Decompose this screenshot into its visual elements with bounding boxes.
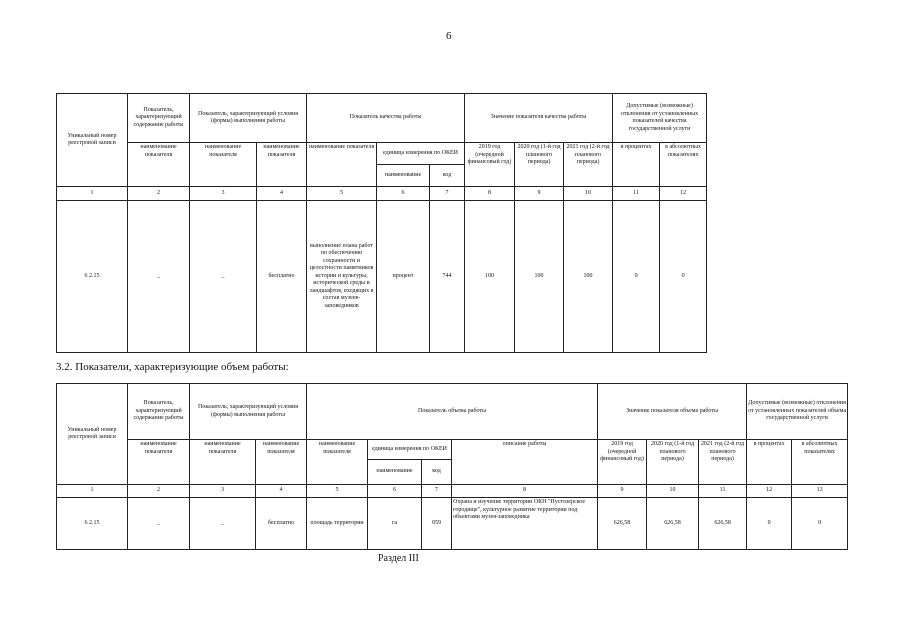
header-deviation-percent: в процентах <box>747 440 792 485</box>
header-unit-code: код <box>430 165 465 187</box>
value-2020-cell: 626,58 <box>647 498 699 550</box>
header-indicator-name: наименование показателя <box>307 143 377 187</box>
indicator-name-cell: площадь территории <box>307 498 368 550</box>
column-number: 11 <box>613 187 660 201</box>
deviation-percent-cell: 0 <box>613 201 660 353</box>
header-registry-number: Уникальный номер реестровой записи <box>57 94 128 187</box>
deviation-percent-cell: 0 <box>747 498 792 550</box>
table-row <box>57 201 707 353</box>
unit-code-cell: 744 <box>430 201 465 353</box>
value-2020-cell: 100 <box>515 201 564 353</box>
header-year-2020: 2020 год (1-й год планового периода) <box>647 440 699 485</box>
header-deviation-percent: в процентах <box>613 143 660 187</box>
table-row <box>57 498 848 550</box>
condition-cell: _ <box>190 201 257 353</box>
condition-cell: _ <box>190 498 256 550</box>
column-number: 4 <box>257 187 307 201</box>
header-volume-indicator: Показатель объема работы <box>307 384 598 440</box>
registry-number-cell: 6 2.15 <box>57 498 128 550</box>
header-deviation-absolute: в абсолютных показателях <box>660 143 707 187</box>
header-content-indicator: Показатель, характеризующий содержание работы <box>128 94 190 143</box>
column-number: 10 <box>647 485 699 498</box>
header-deviation: Допустимые (возможные) отклонения от установленных показателей качества государственной услуги <box>613 94 707 143</box>
header-indicator-name: наименование показателя <box>190 440 256 485</box>
header-volume-value: Значение показателя объема работы <box>598 384 747 440</box>
header-year-2019: 2019 год (очередной финансовый год) <box>598 440 647 485</box>
header-year-2021: 2021 год (2-й год планового периода) <box>564 143 613 187</box>
content-cell: _ <box>128 201 190 353</box>
column-number: 1 <box>57 485 128 498</box>
quality-indicators-table <box>56 93 707 353</box>
column-number: 4 <box>256 485 307 498</box>
header-conditions-indicator: Показатель, характеризующий условия (формы) выполнения работы <box>190 94 307 143</box>
column-number: 8 <box>465 187 515 201</box>
column-number: 9 <box>515 187 564 201</box>
column-number: 6 <box>368 485 422 498</box>
unit-name-cell: га <box>368 498 422 550</box>
unit-name-cell: процент <box>377 201 430 353</box>
header-year-2019: 2019 год (очередной финансовый год) <box>465 143 515 187</box>
header-unit-name: наименование <box>377 165 430 187</box>
column-number: 6 <box>377 187 430 201</box>
header-conditions-indicator: Показатель, характеризующий условия (формы) выполнения работы <box>190 384 307 440</box>
indicator-name-cell: выполнение плана работ по обеспечению сохранности и целостности памятников истории и культуры, исторической среды и ландшафтов, входящих в состав музеев-заповедников <box>307 201 377 353</box>
condition-cell: бесплатно <box>256 498 307 550</box>
column-number: 1 <box>57 187 128 201</box>
header-indicator-name: наименование показателя <box>256 440 307 485</box>
value-2019-cell: 626,58 <box>598 498 647 550</box>
deviation-absolute-cell: 0 <box>792 498 848 550</box>
header-registry-number: Уникальный номер реестровой записи <box>57 384 128 485</box>
unit-code-cell: 059 <box>422 498 452 550</box>
header-unit-code: код <box>422 460 452 485</box>
header-unit-okei: единица измерения по ОКЕИ <box>368 440 452 460</box>
column-number: 9 <box>598 485 647 498</box>
registry-number-cell: 6 2.15 <box>57 201 128 353</box>
header-quality-value: Значение показателя качества работы <box>465 94 613 143</box>
column-number: 12 <box>747 485 792 498</box>
deviation-absolute-cell: 0 <box>660 201 707 353</box>
value-2021-cell: 626,58 <box>699 498 747 550</box>
header-indicator-name: наименование показателя <box>307 440 368 485</box>
section-subtitle: 3.2. Показатели, характеризующие объем работы: <box>56 361 289 373</box>
volume-indicators-table <box>56 383 848 550</box>
header-year-2020: 2020 год (1-й год планового периода) <box>515 143 564 187</box>
column-number: 5 <box>307 485 368 498</box>
column-number: 3 <box>190 187 257 201</box>
column-number: 12 <box>660 187 707 201</box>
column-number: 11 <box>699 485 747 498</box>
section-title: Раздел III <box>378 553 419 564</box>
column-number: 7 <box>422 485 452 498</box>
header-deviation: Допустимые (возможные) отклонения от установленных показателей объема государственной услуги <box>747 384 848 440</box>
page-number: 6 <box>446 30 452 42</box>
header-content-indicator: Показатель, характеризующий содержание работы <box>128 384 190 440</box>
header-indicator-name: наименование показателя <box>128 440 190 485</box>
header-indicator-name: наименование показателя <box>190 143 257 187</box>
column-number: 5 <box>307 187 377 201</box>
column-number: 2 <box>128 485 190 498</box>
header-work-description: описание работы <box>452 440 598 485</box>
column-number: 10 <box>564 187 613 201</box>
work-description-cell: Охрана и изучение территории ОКН "Пустозерское городище", культурное развитие территории под объектами музея-заповедника <box>452 498 598 550</box>
header-indicator-name: наименование показателя <box>257 143 307 187</box>
column-number: 3 <box>190 485 256 498</box>
value-2019-cell: 100 <box>465 201 515 353</box>
column-number: 2 <box>128 187 190 201</box>
header-quality-indicator: Показатель качества работы <box>307 94 465 143</box>
condition-cell: бесплатно <box>257 201 307 353</box>
header-unit-okei: единица измерения по ОКЕИ <box>377 143 465 165</box>
column-number: 7 <box>430 187 465 201</box>
column-number: 13 <box>792 485 848 498</box>
header-year-2021: 2021 год (2-й год планового периода) <box>699 440 747 485</box>
column-number: 8 <box>452 485 598 498</box>
value-2021-cell: 100 <box>564 201 613 353</box>
header-deviation-absolute: в абсолютных показателях <box>792 440 848 485</box>
content-cell: _ <box>128 498 190 550</box>
header-indicator-name: наименование показателя <box>128 143 190 187</box>
header-unit-name: наименование <box>368 460 422 485</box>
